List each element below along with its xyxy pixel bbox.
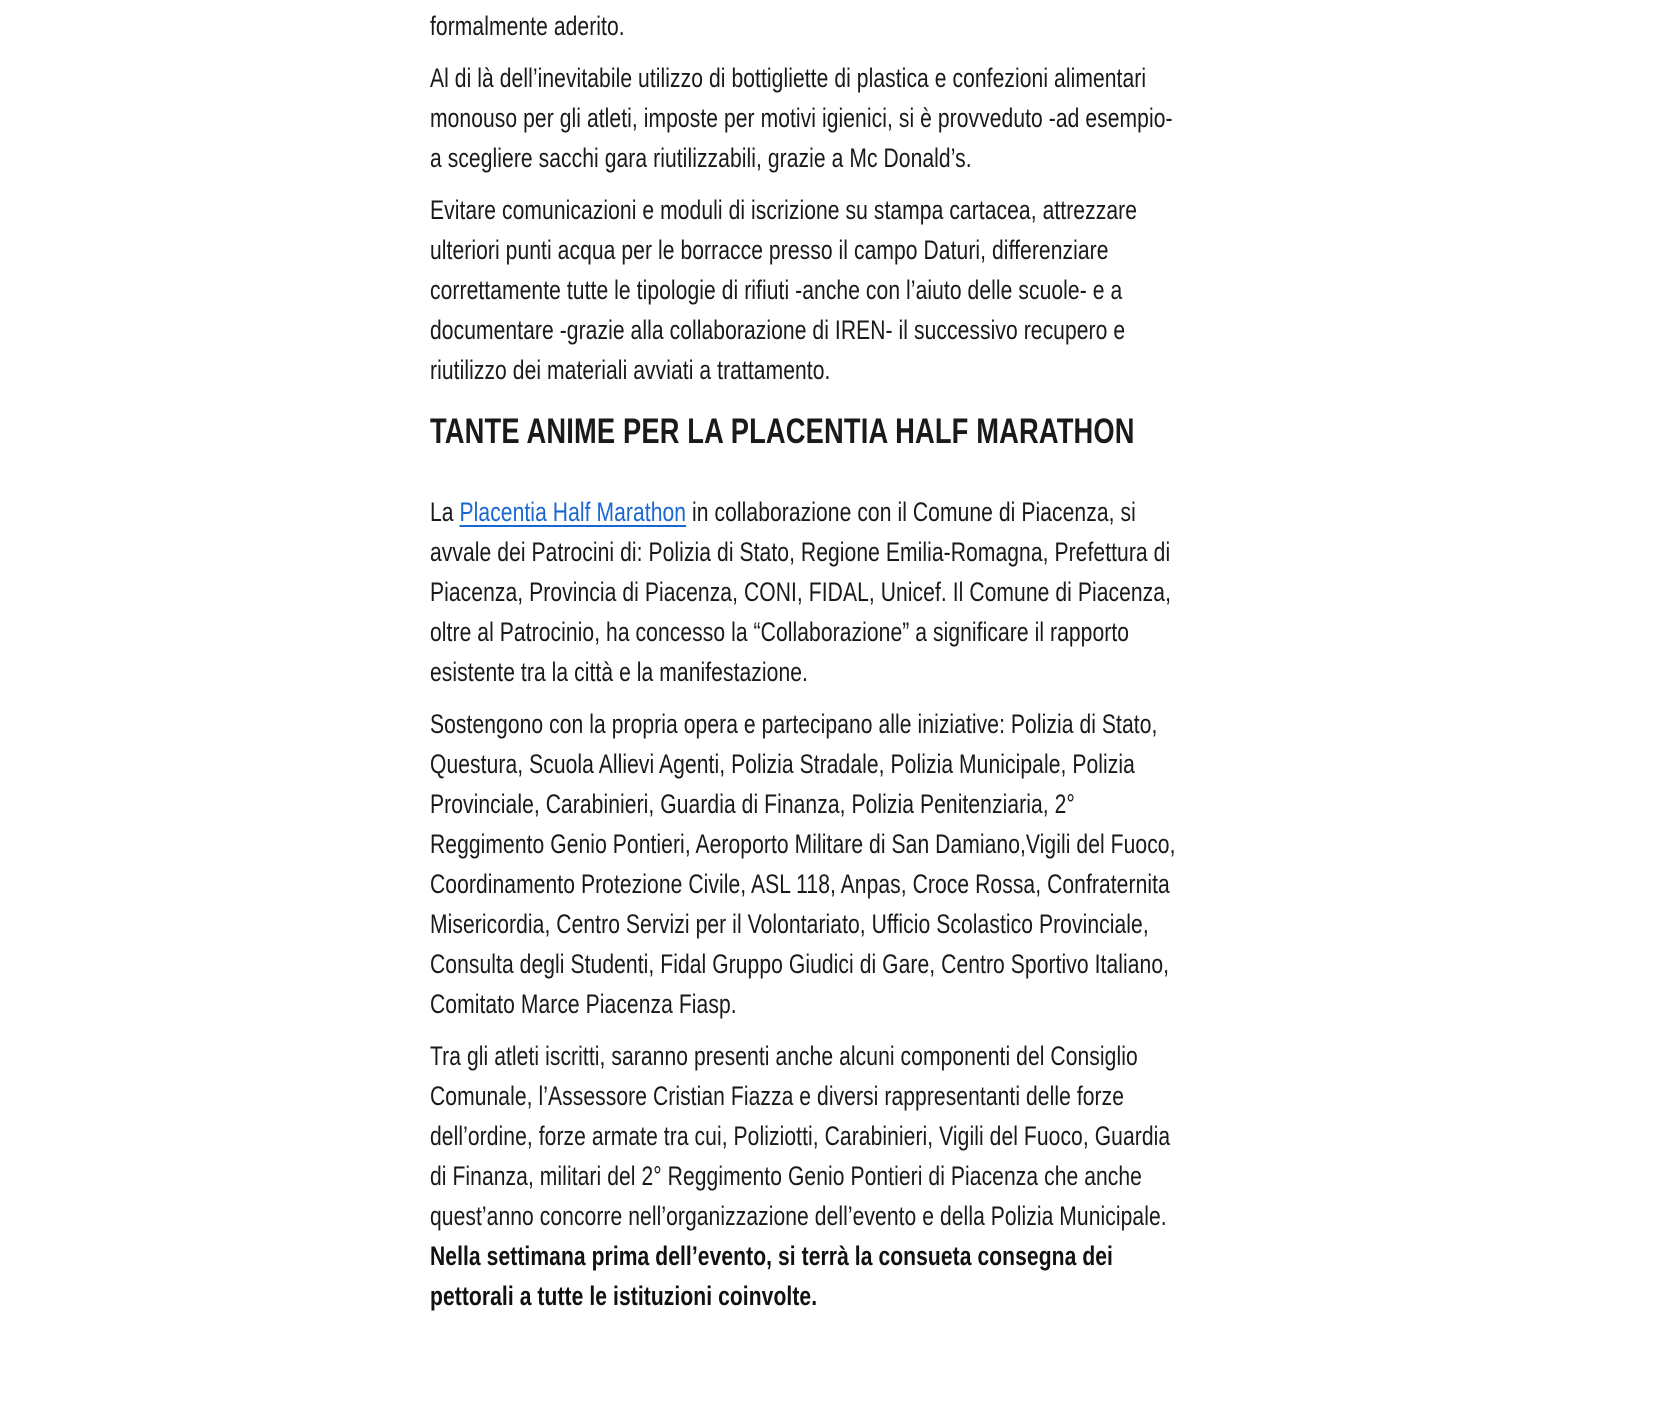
section-heading: TANTE ANIME PER LA PLACENTIA HALF MARATHON	[430, 412, 1135, 451]
paragraph-plastica: Al di là dell’inevitabile utilizzo di bottigliette di plastica e confezioni alimentari monouso per gli atleti, imposte per motivi igienici, si è provveduto -ad esempio- a scegliere sacchi gara riutilizzabili, grazie a Mc Donald’s.	[430, 63, 1173, 173]
paragraph-intro-fragment: formalmente aderito.	[430, 11, 625, 41]
patrocini-prefix: La	[430, 497, 460, 527]
placentia-half-marathon-link[interactable]: Placentia Half Marathon	[459, 497, 687, 527]
paragraph-patrocini	[430, 492, 1179, 692]
paragraph-sostenitori: Sostengono con la propria opera e partecipano alle iniziative: Polizia di Stato, Questura, Scuola Allievi Agenti, Polizia Stradale, Polizia Municipale, Polizia Provinciale, Carabinieri, Guardia di Finanza, Polizia Penitenziaria, 2° Reggimento Genio Pontieri, Aeroporto Militare di San Damiano,Vigili del Fuoco, Coordinamento Protezione Civile, ASL 118, Anpas, Croce Rossa, Confraternita Misericordia, Centro Servizi per il Volontariato, Ufficio Scolastico Provinciale, Consulta degli Studenti, Fidal Gruppo Giudici di Gare, Centro Sportivo Italiano, Comitato Marce Piacenza Fiasp.	[430, 709, 1176, 1019]
atleti-text: Tra gli atleti iscritti, saranno presenti anche alcuni componenti del Consiglio Comunale, l’Assessore Cristian Fiazza e diversi rappresentanti delle forze dell’ordine, forze armate tra cui, Poliziotti, Carabinieri, Vigili del Fuoco, Guardia di Finanza, militari del 2° Reggimento Genio Pontieri di Piacenza che anche quest’anno concorre nell’organizzazione dell’evento e della Polizia Municipale.	[430, 1041, 1171, 1231]
atleti-bold-note: Nella settimana prima dell’evento, si terrà la consueta consegna dei pettorali a tutte le istituzioni coinvolte.	[430, 1241, 1113, 1311]
paragraph-rifiuti: Evitare comunicazioni e moduli di iscrizione su stampa cartacea, attrezzare ulteriori punti acqua per le borracce presso il campo Daturi, differenziare correttamente tutte le tipologie di rifiuti -anche con l’aiuto delle scuole- e a documentare -grazie alla collaborazione di IREN- il successivo recupero e riutilizzo dei materiali avviati a trattamento.	[430, 195, 1137, 385]
patrocini-suffix: in collaborazione con il Comune di Piacenza, si avvale dei Patrocini di: Polizia di Stato, Regione Emilia-Romagna, Prefettura di Piacenza, Provincia di Piacenza, CONI, FIDAL, Unicef. Il Comune di Piacenza, oltre al Patrocinio, ha concesso la “Collaborazione” a significare il rapporto esistente tra la città e la manifestazione.	[430, 497, 1172, 687]
paragraph-atleti	[430, 1036, 1179, 1316]
article-content	[430, 0, 1179, 1328]
